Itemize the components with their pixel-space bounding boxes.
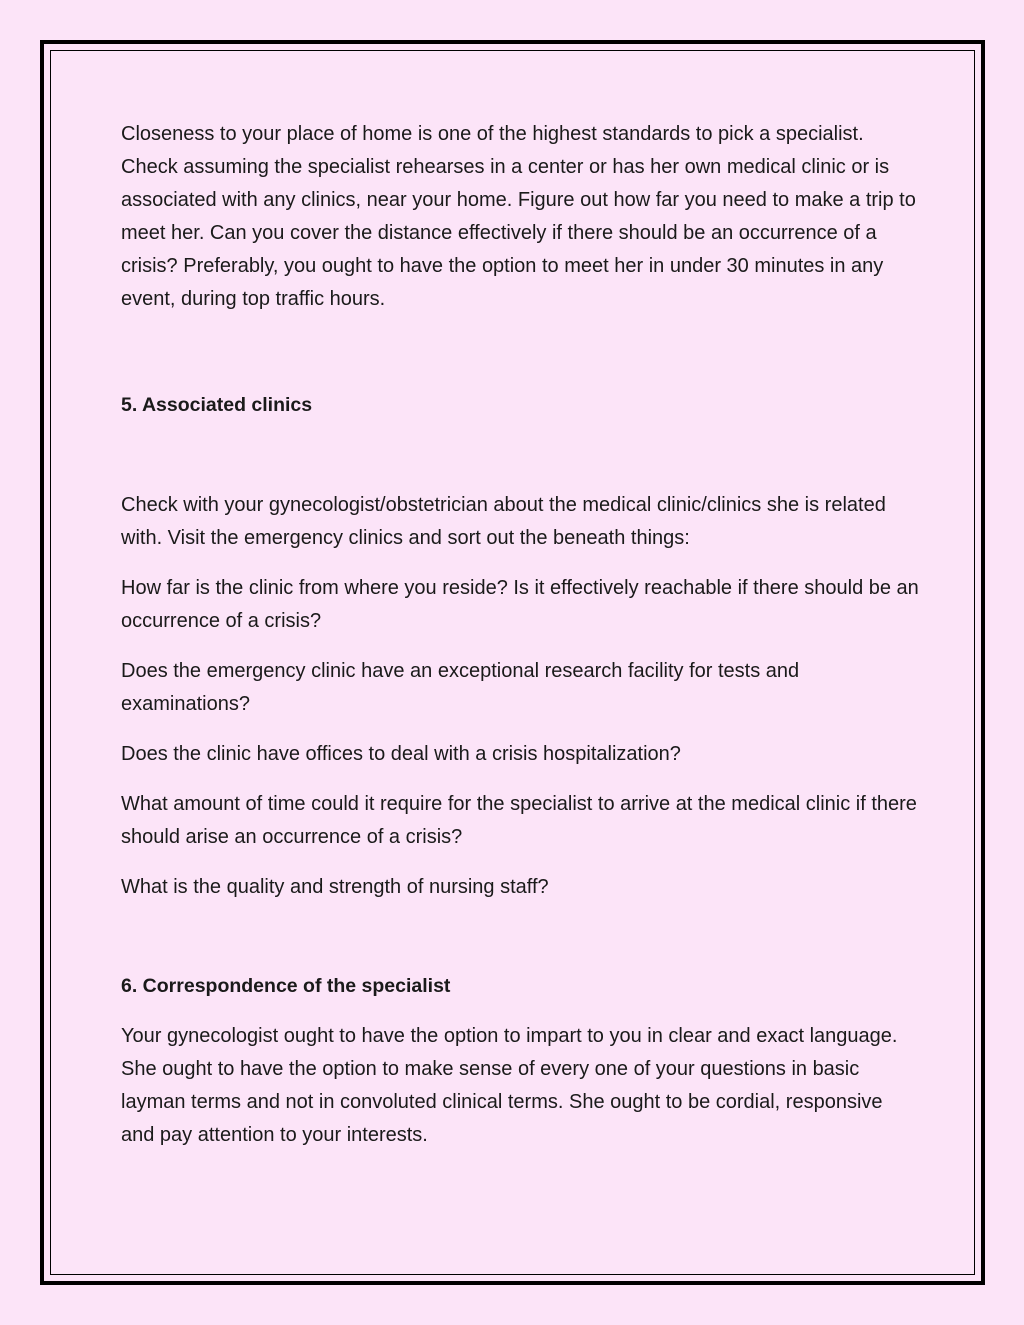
section-5-heading: 5. Associated clinics — [121, 394, 313, 416]
section-6-body: Your gynecologist ought to have the option to impart to you in clear and exact language. She ought to have the option to make sense of every one of your questions in basic layman terms and not in convoluted clinical terms. She ought to be cordial, responsive and pay attention to your interests. — [121, 1025, 898, 1146]
section-5-question-4: What amount of time could it require for the specialist to arrive at the medical clinic if there should arise an occurrence of a crisis? — [121, 793, 917, 848]
section-5-question-1: How far is the clinic from where you reside? Is it effectively reachable if there should be an occurrence of a crisis? — [121, 577, 919, 632]
section-6-heading: 6. Correspondence of the specialist — [121, 975, 451, 997]
section-5-question-3: Does the clinic have offices to deal with a crisis hospitalization? — [121, 743, 681, 765]
intro-paragraph: Closeness to your place of home is one of the highest standards to pick a specialist. Check assuming the specialist rehearses in a center or has her own medical clinic or is associated with any clinics, near your home. Figure out how far you need to make a trip to meet her. Can you cover the distance effectively if there should be an occurrence of a crisis? Preferably, you ought to have the option to meet her in under 30 minutes in any event, during top traffic hours. — [121, 123, 916, 310]
section-5-intro: Check with your gynecologist/obstetrician about the medical clinic/clinics she is related with. Visit the emergency clinics and sort out the beneath things: — [121, 494, 886, 549]
document-body — [121, 118, 921, 1152]
section-5-question-5: What is the quality and strength of nursing staff? — [121, 876, 549, 898]
section-5-question-2: Does the emergency clinic have an exceptional research facility for tests and examinations? — [121, 660, 800, 715]
